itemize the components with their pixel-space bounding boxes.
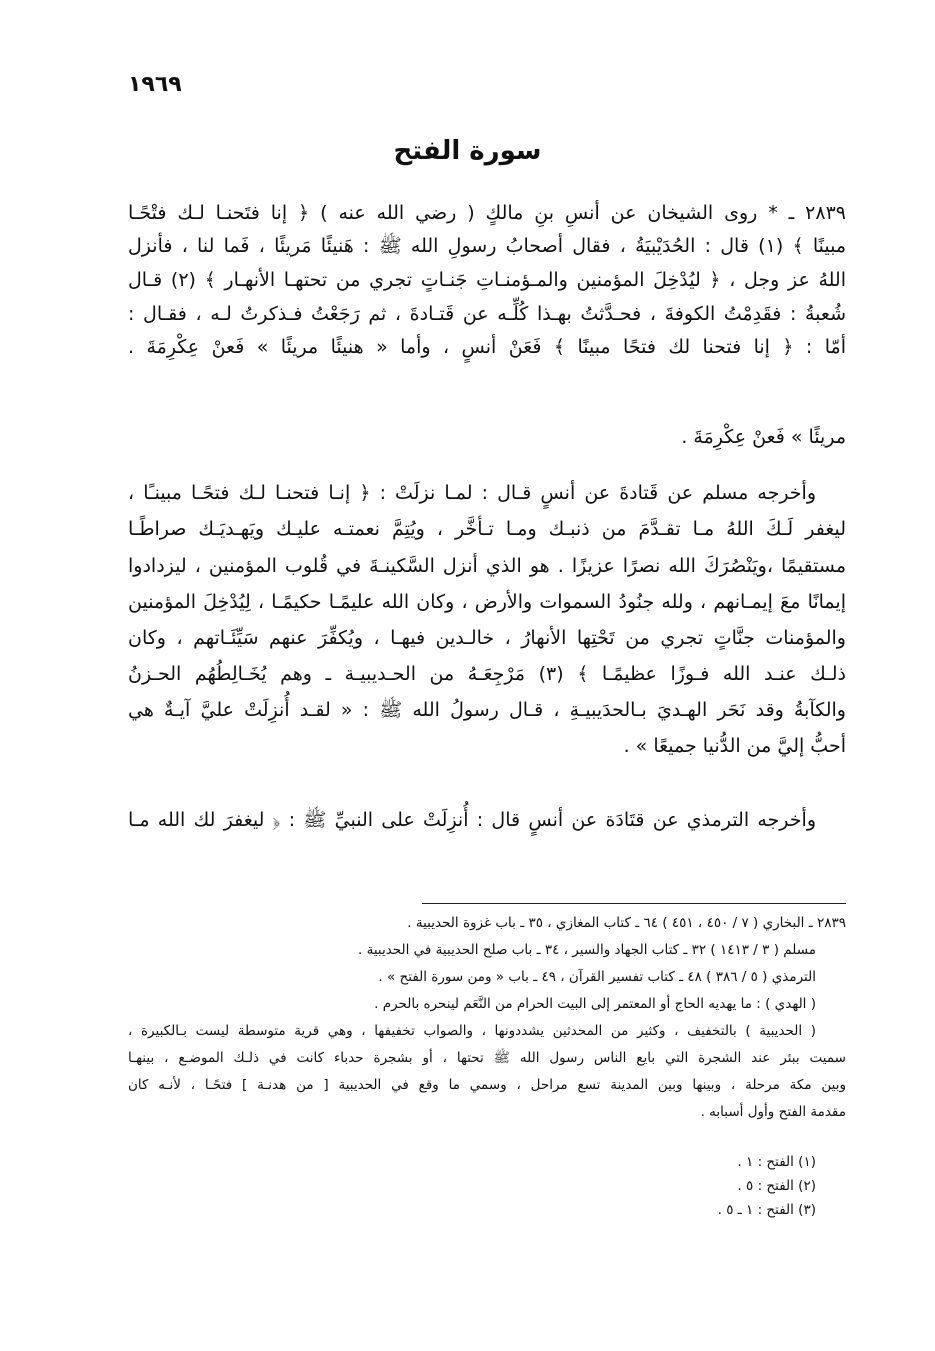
text-line: ذلـك عنـد الله فـوزًا عظيمًـا ﴾ (٣) مَرْجِعَـهُ من الحـديبيـة ـ وهم يُخَـالِطُهُم الحـزنُ (128, 663, 846, 685)
footnote-divider (422, 903, 846, 904)
footnote-line: سميت ببئر عند الشجرة التي بايع الناس رسول الله ﷺ تحتها ، أو بشجرة حدباء كانت في ذلـك الموضـع ، بينهـا (128, 1050, 846, 1066)
text-line: شُعبةُ : فقَدِمْتُ الكوفةَ ، فحـدَّثتُ بهـذا كُلِّـه عن قَتـادةَ ، ثم رَجَعْتُ فـذكرتُ لـه ، فقـال : (128, 303, 846, 325)
text-line: والمؤمنات جنَّاتٍ تجري من تَحْتِها الأنهارُ ، خالـدين فيهـا ، ويُكفِّرَ عنهم سَيِّئَـاتهم ، وكان (128, 627, 846, 649)
footnote-line: ( الحديبية ) بالتخفيف ، وكثير من المحدثين يشددونها ، والصواب تخفيفها ، وهي قرية متوسطة ليست بـالكبيرة ، (128, 1023, 816, 1039)
footnote-line: مقدمة الفتح وأول أسبابه . (700, 1104, 846, 1120)
text-line: مبينًا ﴾ (١) قال : الحُدَيْبيَةُ ، فقال أصحابُ رسولِ الله ﷺ : هَنيئًا مَريئًا ، فَما لنا ، فأنزل (128, 235, 847, 257)
text-line: ٢٨٣٩ ـ * روى الشيخان عن أنسِ بنِ مالكٍ ( رضي الله عنه ) ﴿ إنا فتَحنـا لـك فتْحًـا (128, 202, 846, 224)
footnote-line: مسلم ( ٣ / ١٤١٣ ) ٣٢ ـ كتاب الجهاد والسير ، ٣٤ ـ باب صلح الحديبية في الحديبية . (358, 942, 816, 958)
text-line: إيمانًا معَ إيمـانهم ، ولله جنُودُ السموات والأرض ، وكان الله عليمًـا حكيمًـا ، لِيُدْخِلَ المؤمنين (128, 591, 846, 613)
footnote-line: الترمذي ( ٥ / ٣٨٦ ) ٤٨ ـ كتاب تفسير القرآن ، ٤٩ ـ باب « ومن سورة الفتح » . (378, 969, 816, 985)
text-line: والكآبةُ وقد نَحَر الهـديَ بـالحدَيبيـةِ ، قـال رسولُ الله ﷺ : « لقـد أُنزِلَتْ عليَّ آيـةٌ هي (128, 699, 846, 721)
text-line: ليغفر لَـكَ اللهُ مـا تقـدَّمَ من ذنبـك ومـا تـأخَّر ، ويُتِمَّ نعمتـه عليـك ويَهـديَـك صراطًـا (128, 518, 846, 540)
text-line: أحبُّ إليَّ من الدُّنيا جميعًا » . (623, 735, 846, 757)
verse-ref: (١) الفتح : ١ . (737, 1154, 816, 1170)
footnote-line: ٢٨٣٩ ـ البخاري ( ٧ / ٤٥٠ ، ٤٥١ ) ٦٤ ـ كتاب المغازي ، ٣٥ ـ باب غزوة الحديبية . (407, 915, 846, 931)
text-line: اللهُ عز وجل ، ﴿ ليُدْخِلَ المؤمنين والمـؤمنـاتِ جَنـاتٍ تجري من تحتهـا الأنهـار ﴾ (٢) قـال (128, 269, 847, 291)
text-line: مريئًا » فَعنْ عِكْرِمَةَ . (681, 426, 846, 448)
text-line: وأخرجه الترمذي عن قتَادَة عن أنسٍ قال : أُنزِلَتْ على النبيِّ ﷺ : ﴿ ليغفرَ لك الله مـا (128, 809, 816, 831)
surah-title: سورة الفتح (393, 136, 542, 166)
verse-ref: (٢) الفتح : ٥ . (737, 1178, 816, 1194)
footnote-line: وبين مكة مرحلة ، وبينها وبين المدينة تسع مراحل ، وسمي ما وقع في الحديبية [ من هدنـة ] فتحًـا ، لأنـه كان (128, 1077, 846, 1093)
text-line: وأخرجه مسلم عن قَتادةَ عن أنسٍ قـال : لمـا نزلَتْ : ﴿ إنـا فتحنـا لـك فتحًـا مبينـًا ، (128, 482, 816, 504)
text-line: مستقيمًا ،ويَنْصُرَكَ الله نصرًا عزيزًا . هو الذي أنزل السَّكينـةَ في قُلوب المؤمنين ، ليزدادوا (128, 555, 846, 577)
page-number: ١٩٦٩ (128, 72, 182, 97)
verse-ref: (٣) الفتح : ١ ـ ٥ . (717, 1202, 816, 1218)
text-line: أمّا : ﴿ إنا فتحنا لك فتحًا مبينًا ﴾ فَعَنْ أنسٍ ، وأما « هنيئًا مريئًا » فَعنْ عِكْرِمَةَ . (128, 336, 846, 358)
footnote-line: ( الهدي ) : ما يهديه الحاج أو المعتمر إلى البيت الحرام من النَّعَم لينحره بالحرم . (374, 996, 816, 1012)
